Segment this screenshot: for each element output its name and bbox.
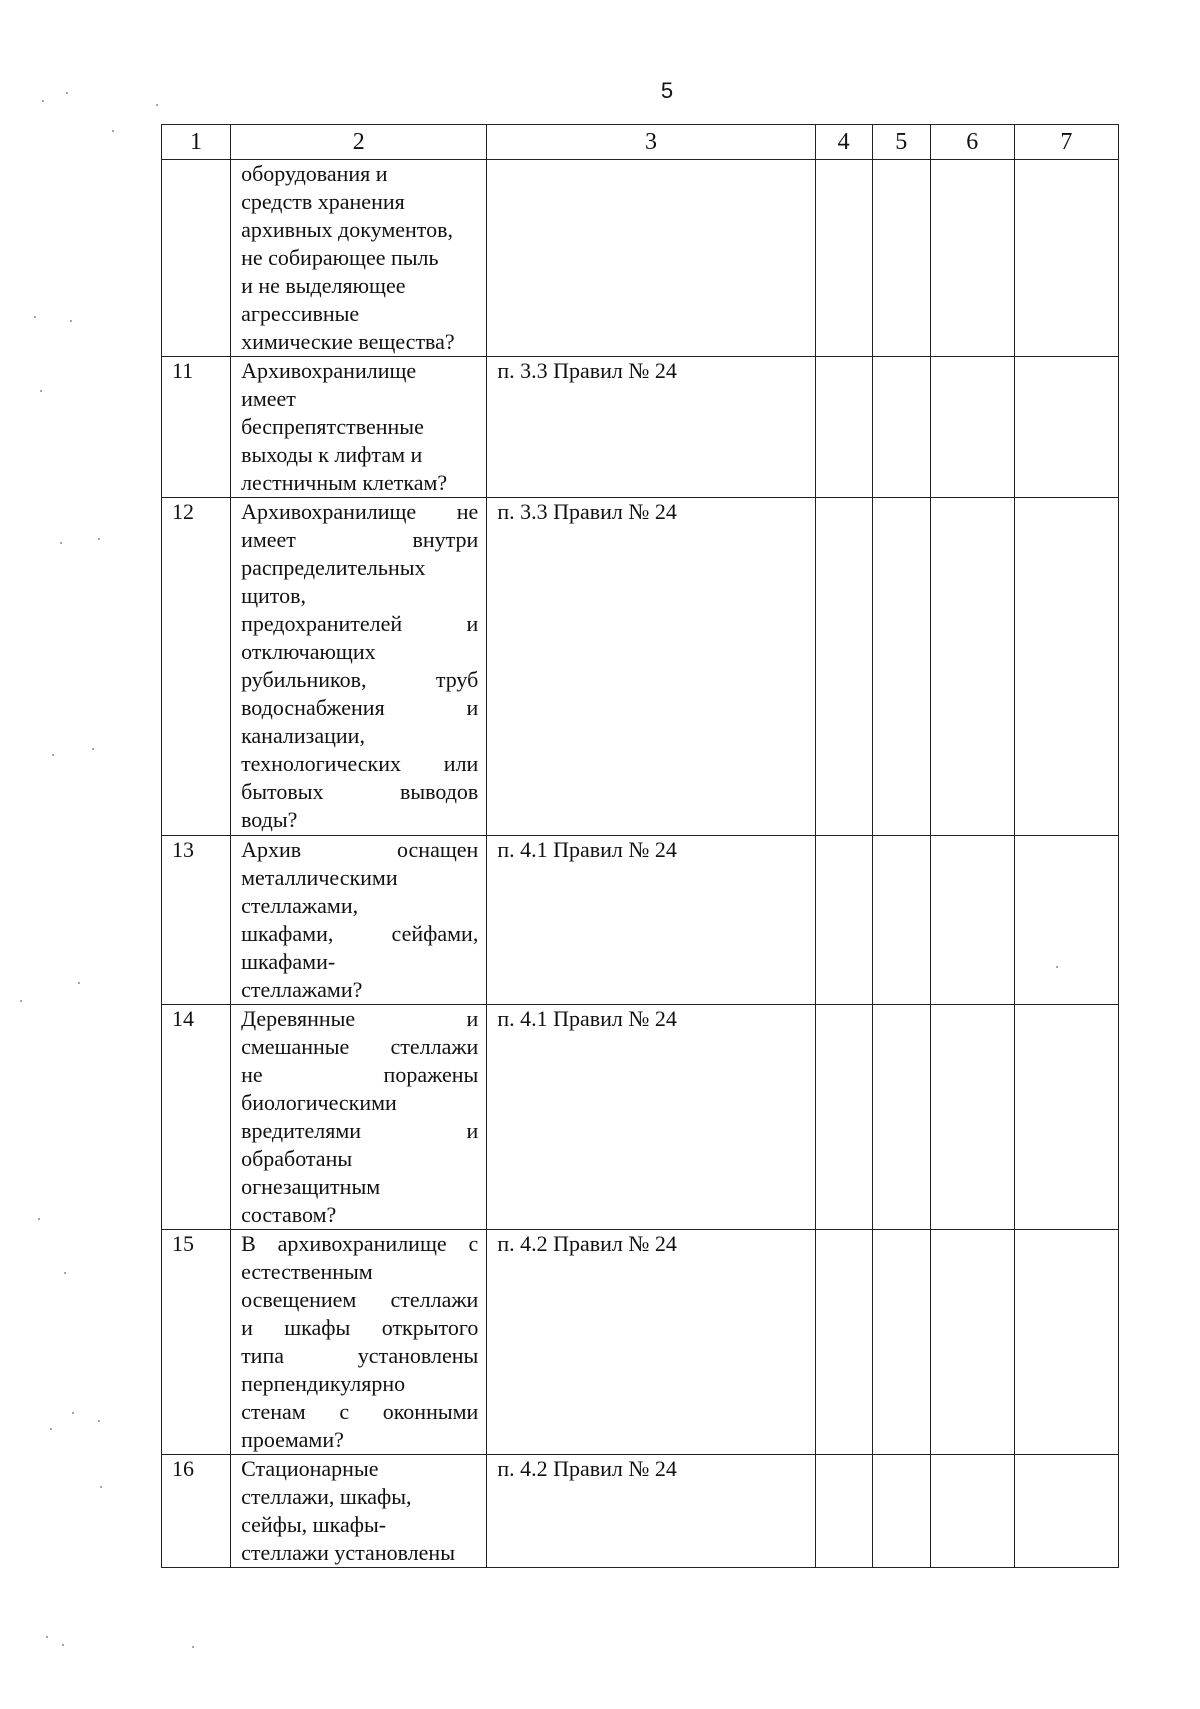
answer-no-cell	[872, 498, 930, 836]
question-line: выходы к лифтам и	[241, 442, 423, 467]
header-col-1: 1	[162, 125, 231, 160]
header-col-3: 3	[487, 125, 815, 160]
header-col-5: 5	[872, 125, 930, 160]
norm-reference-cell: п. 4.2 Правил № 24	[487, 1455, 815, 1568]
scan-speck	[62, 1644, 64, 1646]
question-line: лестничным клеткам?	[241, 470, 448, 495]
question-line: и не выделяющее	[241, 273, 406, 298]
question-line: Архив оснащен	[241, 837, 479, 862]
question-line: обработаны	[241, 1146, 353, 1171]
question-line: естественным	[241, 1259, 373, 1284]
question-line: В архивохранилище с	[241, 1231, 479, 1256]
question-line: Стационарные	[241, 1456, 379, 1481]
question-line: сейфы, шкафы-	[241, 1512, 387, 1537]
note-cell	[1014, 160, 1118, 357]
question-line: стеллажами?	[241, 977, 363, 1002]
row-number-cell	[162, 160, 231, 357]
question-line: Архивохранилище не	[241, 499, 479, 524]
question-line: металлическими	[241, 865, 398, 890]
question-line: имеет	[241, 386, 296, 411]
table-row	[162, 1455, 1119, 1568]
norm-reference-cell: п. 3.3 Правил № 24	[487, 357, 815, 498]
table-row	[162, 836, 1119, 1005]
scan-speck	[112, 130, 114, 132]
scan-speck	[66, 92, 68, 94]
norm-reference-cell: п. 4.2 Правил № 24	[487, 1230, 815, 1455]
header-col-6: 6	[930, 125, 1014, 160]
question-line: средств хранения	[241, 189, 405, 214]
answer-no-cell	[872, 1230, 930, 1455]
question-line: не поражены	[241, 1062, 479, 1087]
header-col-4: 4	[815, 125, 872, 160]
scan-speck	[42, 100, 44, 102]
answer-yes-cell	[815, 357, 872, 498]
question-line: перпендикулярно	[241, 1371, 406, 1396]
answer-yes-cell	[815, 498, 872, 836]
question-line: стенам с оконными	[241, 1399, 479, 1424]
question-cell	[231, 1230, 487, 1455]
scan-speck	[52, 754, 54, 756]
question-line: технологических или	[241, 751, 479, 776]
norm-reference-cell: п. 3.3 Правил № 24	[487, 498, 815, 836]
question-line: водоснабжения и	[241, 695, 479, 720]
answer-no-cell	[872, 357, 930, 498]
question-line: типа установлены	[241, 1343, 479, 1368]
question-line: беспрепятственные	[241, 414, 424, 439]
question-line: вредителями и	[241, 1118, 479, 1143]
not-applicable-cell	[930, 1230, 1014, 1455]
norm-reference-cell: п. 4.1 Правил № 24	[487, 1005, 815, 1230]
question-line: Архивохранилище	[241, 358, 417, 383]
row-number-cell: 11	[162, 357, 231, 498]
scan-speck	[156, 104, 158, 106]
question-line: щитов,	[241, 583, 306, 608]
scan-speck	[98, 538, 100, 540]
table-row	[162, 160, 1119, 357]
page-number: 5	[660, 78, 674, 103]
header-col-7: 7	[1014, 125, 1118, 160]
question-line: воды?	[241, 807, 298, 832]
question-line: распределительных	[241, 555, 426, 580]
question-line: Деревянные и	[241, 1006, 479, 1031]
row-number-cell: 13	[162, 836, 231, 1005]
not-applicable-cell	[930, 498, 1014, 836]
answer-no-cell	[872, 1005, 930, 1230]
answer-no-cell	[872, 836, 930, 1005]
question-line: оборудования и	[241, 161, 388, 186]
question-line: архивных документов,	[241, 217, 453, 242]
scan-speck	[20, 1000, 22, 1002]
scan-speck	[34, 316, 36, 318]
header-row	[162, 125, 1119, 160]
answer-yes-cell	[815, 160, 872, 357]
scan-speck	[38, 1218, 40, 1220]
question-line: стеллажи, шкафы,	[241, 1484, 412, 1509]
note-cell	[1014, 498, 1118, 836]
answer-no-cell	[872, 1455, 930, 1568]
scan-speck	[98, 1420, 100, 1422]
question-line: составом?	[241, 1202, 337, 1227]
question-line: и шкафы открытого	[241, 1315, 479, 1340]
table-row	[162, 498, 1119, 836]
note-cell	[1014, 1230, 1118, 1455]
question-line: шкафами-	[241, 949, 336, 974]
question-line: огнезащитным	[241, 1174, 381, 1199]
checklist-table	[161, 124, 1119, 1568]
question-line: химические вещества?	[241, 329, 455, 354]
scan-speck	[92, 748, 94, 750]
question-line: имеет внутри	[241, 527, 479, 552]
question-line: смешанные стеллажи	[241, 1034, 479, 1059]
question-line: стеллажи установлены	[241, 1540, 455, 1565]
question-line: рубильников, труб	[241, 667, 479, 692]
question-cell	[231, 357, 487, 498]
question-cell	[231, 498, 487, 836]
table-body	[162, 160, 1119, 1568]
question-line: агрессивные	[241, 301, 360, 326]
row-number-cell: 12	[162, 498, 231, 836]
scan-speck	[72, 1412, 74, 1414]
table-row	[162, 1230, 1119, 1455]
question-line: проемами?	[241, 1427, 344, 1452]
question-cell	[231, 1005, 487, 1230]
note-cell	[1014, 357, 1118, 498]
scan-speck	[50, 1428, 52, 1430]
table-row	[162, 1005, 1119, 1230]
scan-speck	[40, 390, 42, 392]
scan-speck	[70, 320, 72, 322]
question-line: освещением стеллажи	[241, 1287, 479, 1312]
not-applicable-cell	[930, 836, 1014, 1005]
question-cell	[231, 1455, 487, 1568]
scan-speck	[100, 1486, 102, 1488]
note-cell	[1014, 1005, 1118, 1230]
question-line: предохранителей и	[241, 611, 479, 636]
scan-speck	[1056, 966, 1058, 968]
not-applicable-cell	[930, 357, 1014, 498]
question-line: биологическими	[241, 1090, 397, 1115]
scan-speck	[192, 1646, 194, 1648]
table-row	[162, 357, 1119, 498]
answer-yes-cell	[815, 1230, 872, 1455]
header-col-2: 2	[231, 125, 487, 160]
answer-yes-cell	[815, 836, 872, 1005]
scan-speck	[60, 542, 62, 544]
note-cell	[1014, 1455, 1118, 1568]
norm-reference-cell	[487, 160, 815, 357]
question-cell	[231, 836, 487, 1005]
scan-speck	[64, 1272, 66, 1274]
question-cell	[231, 160, 487, 357]
scan-speck	[46, 1636, 48, 1638]
question-line: канализации,	[241, 723, 365, 748]
norm-reference-cell: п. 4.1 Правил № 24	[487, 836, 815, 1005]
row-number-cell: 15	[162, 1230, 231, 1455]
not-applicable-cell	[930, 1455, 1014, 1568]
question-line: не собирающее пыль	[241, 245, 439, 270]
question-line: бытовых выводов	[241, 779, 479, 804]
row-number-cell: 14	[162, 1005, 231, 1230]
answer-no-cell	[872, 160, 930, 357]
not-applicable-cell	[930, 160, 1014, 357]
row-number-cell: 16	[162, 1455, 231, 1568]
table-header	[162, 125, 1119, 160]
scan-speck	[78, 982, 80, 984]
answer-yes-cell	[815, 1455, 872, 1568]
question-line: отключающих	[241, 639, 376, 664]
note-cell	[1014, 836, 1118, 1005]
question-line: стеллажами,	[241, 893, 359, 918]
answer-yes-cell	[815, 1005, 872, 1230]
not-applicable-cell	[930, 1005, 1014, 1230]
question-line: шкафами, сейфами,	[241, 921, 479, 946]
